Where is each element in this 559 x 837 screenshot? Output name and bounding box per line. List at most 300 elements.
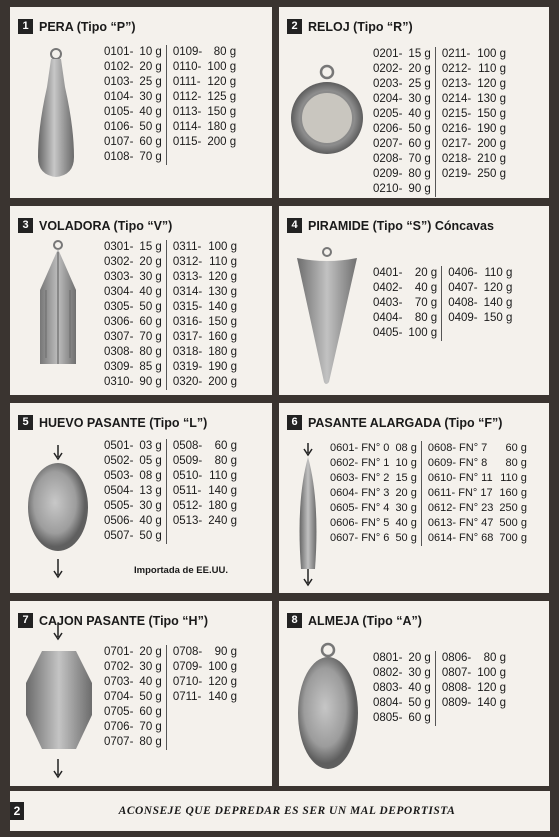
item-code: 0613- FN° 47 (427, 517, 494, 529)
item-weight: 100 g (477, 667, 507, 679)
section-title-text: ALMEJA (Tipo “A”) (308, 613, 422, 628)
item-weight: 30 g (139, 91, 162, 103)
item-weight: 250 g (477, 168, 507, 180)
item-weight: 15 g (408, 48, 431, 60)
table-row (373, 77, 431, 92)
item-weight: 80 g (483, 652, 507, 664)
weight-table (104, 240, 237, 390)
item-weight: 40 g (139, 515, 162, 527)
section-number: 4 (287, 218, 302, 233)
weight-table (373, 47, 506, 197)
table-row (373, 47, 431, 62)
item-weight: 50 g (408, 697, 431, 709)
item-weight: 100 g (477, 48, 507, 60)
item-code: 0212- (441, 63, 472, 75)
item-code: 0705- (104, 706, 134, 718)
table-row (428, 441, 527, 456)
item-code: 0215- (441, 108, 472, 120)
item-weight: 50 g (408, 123, 431, 135)
item-code: 0402- (373, 282, 403, 294)
item-code: 0315- (172, 301, 203, 313)
item-code: 0511- (172, 485, 202, 497)
weight-column (104, 439, 162, 544)
table-row (173, 75, 236, 90)
section-piramide (279, 206, 549, 395)
item-code: 0313- (172, 271, 203, 283)
table-row (373, 266, 437, 281)
weight-column (104, 240, 162, 390)
item-code: 0310- (104, 376, 134, 388)
section-title (287, 218, 494, 233)
table-row (104, 105, 162, 120)
item-code: 0603- FN° 2 (330, 472, 390, 484)
section-number: 3 (18, 218, 33, 233)
table-row (173, 514, 237, 529)
section-number: 1 (18, 19, 33, 34)
item-code: 0104- (104, 91, 134, 103)
table-row (442, 107, 506, 122)
item-weight: 60 g (139, 316, 162, 328)
import-note: Importada de EE.UU. (134, 565, 228, 576)
weight-table (104, 645, 237, 750)
item-code: 0805- (373, 712, 403, 724)
section-number: 6 (287, 415, 302, 430)
table-row (104, 690, 162, 705)
item-code: 0219- (441, 168, 472, 180)
table-row (373, 681, 431, 696)
item-weight: 100 g (207, 61, 237, 73)
table-row (428, 456, 527, 471)
table-row (173, 240, 237, 255)
item-weight: 190 g (208, 361, 238, 373)
table-row (373, 296, 437, 311)
section-title (18, 218, 172, 233)
item-weight: 150 g (483, 312, 513, 324)
item-weight: 90 g (408, 183, 431, 195)
weight-column (441, 266, 512, 341)
item-code: 0710- (172, 676, 203, 688)
weight-table (104, 45, 236, 165)
item-code: 0307- (104, 331, 134, 343)
table-row (173, 135, 236, 150)
item-weight: 120 g (477, 78, 507, 90)
item-weight: 25 g (408, 78, 431, 90)
item-weight: 40 g (395, 517, 417, 529)
table-row (373, 281, 437, 296)
table-row (330, 516, 417, 531)
item-weight: 20 g (139, 646, 162, 658)
section-title-text: PASANTE ALARGADA (Tipo “F”) (308, 415, 503, 430)
box-sinker-icon (20, 623, 96, 783)
table-row (373, 182, 431, 197)
table-row (448, 281, 512, 296)
table-row (104, 514, 162, 529)
item-weight: 140 g (477, 697, 507, 709)
item-code: 0217- (441, 138, 472, 150)
section-title-text: HUEVO PASANTE (Tipo “L”) (39, 415, 208, 430)
table-row (104, 90, 162, 105)
section-number: 5 (18, 415, 33, 430)
weight-table (104, 439, 237, 544)
item-code: 0611- FN° 17 (427, 487, 493, 499)
item-weight: 140 g (208, 301, 238, 313)
item-weight: 50 g (139, 301, 162, 313)
table-row (373, 62, 431, 77)
item-code: 0103- (104, 76, 134, 88)
item-weight: 80 g (414, 312, 438, 324)
item-code: 0109- (172, 46, 203, 58)
item-weight: 60 g (505, 442, 527, 454)
item-code: 0601- FN° 0 (330, 442, 390, 454)
table-row (373, 107, 431, 122)
item-weight: 50 g (139, 691, 162, 703)
item-weight: 110 g (209, 470, 238, 482)
section-title (287, 613, 422, 628)
item-code: 0403- (373, 297, 403, 309)
item-code: 0502- (104, 455, 134, 467)
section-title (18, 19, 136, 34)
item-code: 0107- (104, 136, 134, 148)
page-number: 2 (10, 802, 24, 820)
item-code: 0503- (104, 470, 134, 482)
item-code: 0316- (172, 316, 203, 328)
table-row (173, 375, 237, 390)
table-row (442, 681, 506, 696)
item-weight: 80 g (139, 346, 162, 358)
item-weight: 40 g (139, 286, 162, 298)
item-weight: 90 g (139, 376, 162, 388)
item-weight: 500 g (499, 517, 527, 529)
item-weight: 100 g (208, 241, 238, 253)
item-code: 0602- FN° 1 (330, 457, 390, 469)
item-weight: 80 g (214, 455, 238, 467)
item-weight: 120 g (208, 271, 238, 283)
table-row (173, 345, 237, 360)
table-row (373, 137, 431, 152)
item-code: 0406- (448, 267, 478, 279)
item-code: 0317- (172, 331, 203, 343)
item-weight: 140 g (208, 485, 238, 497)
item-weight: 80 g (505, 457, 527, 469)
table-row (173, 60, 236, 75)
weight-column (421, 441, 527, 546)
item-code: 0508- (172, 440, 203, 452)
weight-column (373, 651, 431, 726)
item-weight: 15 g (395, 472, 417, 484)
item-weight: 120 g (483, 282, 513, 294)
table-row (330, 441, 417, 456)
item-code: 0606- FN° 5 (330, 517, 390, 529)
item-code: 0708- (172, 646, 203, 658)
item-code: 0512- (172, 500, 203, 512)
table-row (173, 690, 237, 705)
table-row (104, 75, 162, 90)
item-weight: 60 g (139, 136, 162, 148)
item-weight: 25 g (139, 76, 162, 88)
table-row (373, 152, 431, 167)
item-code: 0216- (441, 123, 472, 135)
item-code: 0509- (172, 455, 203, 467)
item-weight: 40 g (139, 106, 162, 118)
item-code: 0608- FN° 7 (427, 442, 488, 454)
table-row (104, 675, 162, 690)
item-code: 0506- (104, 515, 134, 527)
item-weight: 130 g (477, 93, 507, 105)
item-code: 0704- (104, 691, 134, 703)
section-title-text: PERA (Tipo “P”) (39, 19, 136, 34)
table-row (173, 300, 237, 315)
item-weight: 110 g (209, 256, 238, 268)
item-code: 0319- (172, 361, 203, 373)
item-weight: 120 g (477, 682, 507, 694)
item-code: 0612- FN° 23 (427, 502, 494, 514)
item-weight: 200 g (207, 136, 237, 148)
section-title-text: RELOJ (Tipo “R”) (308, 19, 413, 34)
item-code: 0214- (441, 93, 472, 105)
item-weight: 20 g (139, 61, 162, 73)
table-row (104, 150, 162, 165)
item-code: 0106- (104, 121, 134, 133)
item-weight: 40 g (408, 108, 431, 120)
table-row (373, 167, 431, 182)
item-weight: 125 g (207, 91, 237, 103)
item-weight: 10 g (139, 46, 162, 58)
item-code: 0309- (104, 361, 134, 373)
item-weight: 150 g (208, 316, 238, 328)
table-row (173, 120, 236, 135)
table-row (104, 135, 162, 150)
table-row (373, 311, 437, 326)
item-weight: 60 g (139, 706, 162, 718)
item-weight: 15 g (139, 241, 162, 253)
item-code: 0203- (373, 78, 403, 90)
item-code: 0513- (172, 515, 203, 527)
weight-column (104, 645, 162, 750)
item-code: 0507- (104, 530, 134, 542)
item-weight: 70 g (414, 297, 438, 309)
table-row (104, 735, 162, 750)
item-weight: 180 g (207, 121, 237, 133)
weight-column (373, 266, 437, 341)
table-row (104, 484, 162, 499)
item-weight: 110 g (484, 267, 513, 279)
egg-sinker-icon (26, 443, 90, 583)
item-weight: 210 g (477, 153, 507, 165)
item-code: 0320- (172, 376, 203, 388)
table-row (104, 300, 162, 315)
weight-column (373, 47, 431, 197)
table-row (373, 666, 431, 681)
item-code: 0206- (373, 123, 403, 135)
item-code: 0102- (104, 61, 134, 73)
section-almeja (279, 601, 549, 786)
item-weight: 150 g (477, 108, 507, 120)
item-code: 0210- (373, 183, 403, 195)
item-code: 0404- (373, 312, 403, 324)
section-title (287, 19, 413, 34)
pear-sinker-icon (34, 47, 78, 182)
weight-column (435, 47, 506, 197)
item-code: 0114- (172, 121, 202, 133)
item-code: 0703- (104, 676, 134, 688)
table-row (173, 439, 237, 454)
item-weight: 150 g (207, 106, 237, 118)
section-title-text: CAJON PASANTE (Tipo “H”) (39, 613, 208, 628)
item-weight: 50 g (395, 532, 417, 544)
table-row (442, 152, 506, 167)
item-weight: 30 g (139, 500, 162, 512)
table-row (104, 315, 162, 330)
section-number: 8 (287, 613, 302, 628)
footer-bar (10, 791, 550, 831)
item-code: 0303- (104, 271, 134, 283)
item-code: 0401- (373, 267, 403, 279)
item-weight: 60 g (214, 440, 238, 452)
item-weight: 13 g (139, 485, 162, 497)
table-row (373, 92, 431, 107)
section-huevo-pasante (10, 403, 272, 593)
item-code: 0207- (373, 138, 403, 150)
table-row (442, 92, 506, 107)
table-row (330, 456, 417, 471)
item-weight: 110 g (478, 63, 507, 75)
item-weight: 130 g (208, 286, 238, 298)
item-weight: 85 g (139, 361, 162, 373)
item-weight: 190 g (477, 123, 507, 135)
elongated-sinker-icon (293, 441, 323, 589)
table-row (173, 105, 236, 120)
clam-sinker-icon (293, 641, 363, 781)
item-weight: 30 g (408, 667, 431, 679)
table-row (428, 471, 527, 486)
table-row (442, 666, 506, 681)
item-code: 0807- (441, 667, 472, 679)
table-row (428, 486, 527, 501)
section-title (18, 415, 207, 430)
item-weight: 70 g (408, 153, 431, 165)
table-row (442, 167, 506, 182)
table-row (104, 240, 162, 255)
table-row (104, 285, 162, 300)
item-code: 0510- (172, 470, 203, 482)
table-row (173, 660, 237, 675)
item-weight: 70 g (139, 331, 162, 343)
table-row (173, 315, 237, 330)
item-code: 0111- (172, 76, 201, 88)
table-row (104, 660, 162, 675)
item-code: 0108- (104, 151, 134, 163)
table-row (104, 454, 162, 469)
item-code: 0202- (373, 63, 403, 75)
table-row (330, 501, 417, 516)
weight-table (330, 441, 527, 546)
item-code: 0711- (172, 691, 202, 703)
table-row (173, 270, 237, 285)
item-code: 0803- (373, 682, 403, 694)
item-weight: 10 g (395, 457, 417, 469)
table-row (104, 499, 162, 514)
item-weight: 160 g (208, 331, 238, 343)
item-weight: 03 g (139, 440, 162, 452)
table-row (104, 360, 162, 375)
table-row (428, 531, 527, 546)
item-code: 0301- (104, 241, 134, 253)
item-weight: 110 g (500, 472, 527, 484)
item-code: 0706- (104, 721, 134, 733)
table-row (173, 285, 237, 300)
table-row (104, 330, 162, 345)
item-code: 0115- (172, 136, 202, 148)
table-row (104, 469, 162, 484)
table-row (104, 120, 162, 135)
item-code: 0113- (172, 106, 202, 118)
item-weight: 40 g (408, 682, 431, 694)
item-weight: 120 g (207, 76, 237, 88)
table-row (173, 330, 237, 345)
item-weight: 100 g (208, 661, 238, 673)
item-code: 0505- (104, 500, 134, 512)
item-code: 0101- (104, 46, 134, 58)
table-row (442, 47, 506, 62)
table-row (104, 439, 162, 454)
item-weight: 180 g (208, 500, 238, 512)
weight-column (330, 441, 417, 546)
item-code: 0204- (373, 93, 403, 105)
section-cajon-pasante (10, 601, 272, 786)
footer-slogan: ACONSEJE QUE DEPREDAR ES SER UN MAL DEPORTISTA (118, 805, 456, 817)
item-weight: 250 g (499, 502, 527, 514)
item-weight: 20 g (408, 63, 431, 75)
table-row (104, 645, 162, 660)
item-weight: 80 g (213, 46, 237, 58)
table-row (173, 454, 237, 469)
item-weight: 240 g (208, 515, 238, 527)
item-code: 0308- (104, 346, 134, 358)
item-code: 0504- (104, 485, 134, 497)
item-code: 0702- (104, 661, 134, 673)
item-code: 0105- (104, 106, 134, 118)
table-row (373, 326, 437, 341)
item-code: 0804- (373, 697, 403, 709)
item-code: 0302- (104, 256, 134, 268)
item-weight: 200 g (477, 138, 507, 150)
table-row (173, 255, 237, 270)
item-code: 0614- FN° 68 (427, 532, 494, 544)
item-weight: 08 g (395, 442, 417, 454)
table-row (373, 651, 431, 666)
weight-column (166, 45, 236, 165)
section-title-text: PIRAMIDE (Tipo “S”) Cóncavas (308, 218, 494, 233)
watch-sinker-icon (289, 62, 365, 162)
table-row (373, 122, 431, 137)
table-row (428, 501, 527, 516)
table-row (104, 255, 162, 270)
pyramid-sinker-icon (293, 246, 361, 386)
item-code: 0110- (172, 61, 202, 73)
item-code: 0209- (373, 168, 403, 180)
table-row (442, 651, 506, 666)
item-weight: 50 g (139, 121, 162, 133)
item-code: 0112- (172, 91, 202, 103)
item-weight: 08 g (139, 470, 162, 482)
section-number: 7 (18, 613, 33, 628)
table-row (442, 62, 506, 77)
item-weight: 30 g (139, 271, 162, 283)
table-row (104, 529, 162, 544)
item-weight: 20 g (395, 487, 417, 499)
table-row (173, 360, 237, 375)
table-row (173, 90, 236, 105)
